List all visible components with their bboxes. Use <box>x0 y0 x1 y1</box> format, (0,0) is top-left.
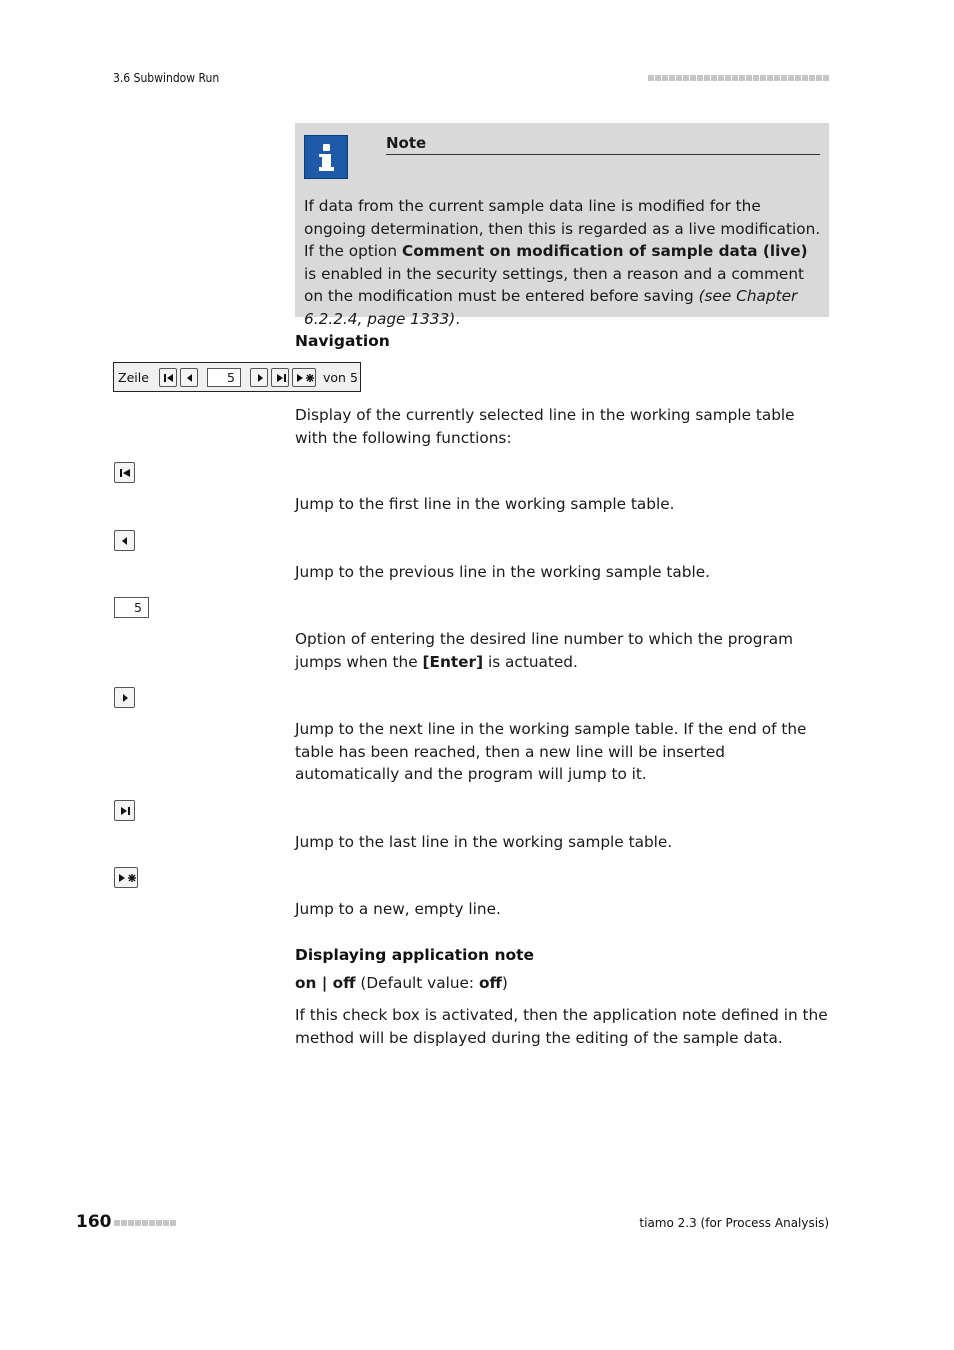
last-line-icon <box>272 369 290 388</box>
next-line-button-sample <box>114 687 135 708</box>
last-line-button-sample <box>114 800 135 821</box>
note-title: Note <box>386 134 820 155</box>
next-line-description: Jump to the next line in the working sample table. If the end of the table has been reached, then a new line will be inserted automatically and the program will jump to it. <box>295 720 807 784</box>
new-line-icon <box>115 868 139 889</box>
previous-line-button[interactable] <box>180 368 198 387</box>
default-value: off <box>478 974 502 992</box>
app-note-heading: Displaying application note <box>295 946 535 964</box>
navigation-heading: Navigation <box>295 332 390 350</box>
first-line-icon <box>160 369 178 388</box>
first-line-icon <box>115 463 136 484</box>
app-note-options: on | off (Default value: off) <box>295 974 508 992</box>
info-icon <box>304 135 348 179</box>
navigation-toolbar <box>113 362 361 392</box>
of-total-label: von 5 <box>323 370 358 385</box>
new-line-button-sample <box>114 867 138 888</box>
app-note-description: If this check box is activated, then the application note defined in the method will be displayed during the editing of the sample data. <box>295 1006 828 1047</box>
previous-line-icon <box>115 531 136 552</box>
running-header-section: 3.6 Subwindow Run <box>113 71 220 85</box>
header-decoration-dots <box>648 75 829 81</box>
first-line-description: Jump to the first line in the working sample table. <box>295 495 675 513</box>
note-option-name: Comment on modification of sample data (live) <box>401 242 808 261</box>
note-cross-reference: (see Chapter 6.2.2.4, page 1333) <box>304 287 798 328</box>
last-line-description: Jump to the last line in the working sample table. <box>295 833 673 851</box>
first-line-button[interactable] <box>159 368 177 387</box>
next-line-button[interactable] <box>250 368 268 387</box>
footer-product: tiamo 2.3 (for Process Analysis) <box>639 1216 829 1230</box>
navigation-intro: Display of the currently selected line in the working sample table with the following functions: <box>295 406 795 447</box>
new-line-description: Jump to a new, empty line. <box>295 900 501 918</box>
footer-decoration-dots <box>114 1220 176 1226</box>
new-line-icon <box>293 369 317 388</box>
previous-line-button-sample <box>114 530 135 551</box>
line-number-input[interactable]: 5 <box>207 368 241 387</box>
line-number-input-sample: 5 <box>114 597 149 618</box>
row-label: Zeile <box>118 370 149 385</box>
enter-key-label: [Enter] <box>422 652 484 671</box>
previous-line-icon <box>181 369 199 388</box>
previous-line-description: Jump to the previous line in the working sample table. <box>295 563 710 581</box>
next-line-icon <box>251 369 269 388</box>
last-line-button[interactable] <box>271 368 289 387</box>
next-line-icon <box>115 688 136 709</box>
last-line-icon <box>115 801 136 822</box>
page-number: 160 <box>76 1212 112 1232</box>
new-line-button[interactable] <box>292 368 316 387</box>
first-line-button-sample <box>114 462 135 483</box>
note-box <box>295 123 829 328</box>
note-text: If data from the current sample data line is modified for the ongoing determination, then this is regarded as a live modification. If the option Comment on modification of sample data (live) is enabled in the security settings, then a reason and a comment on the modification must be entered before saving (see Chapter 6.2.2.4, page 1333). <box>304 197 821 328</box>
line-number-description: Option of entering the desired line number to which the program jumps when the [Enter] is actuated. <box>295 630 794 671</box>
